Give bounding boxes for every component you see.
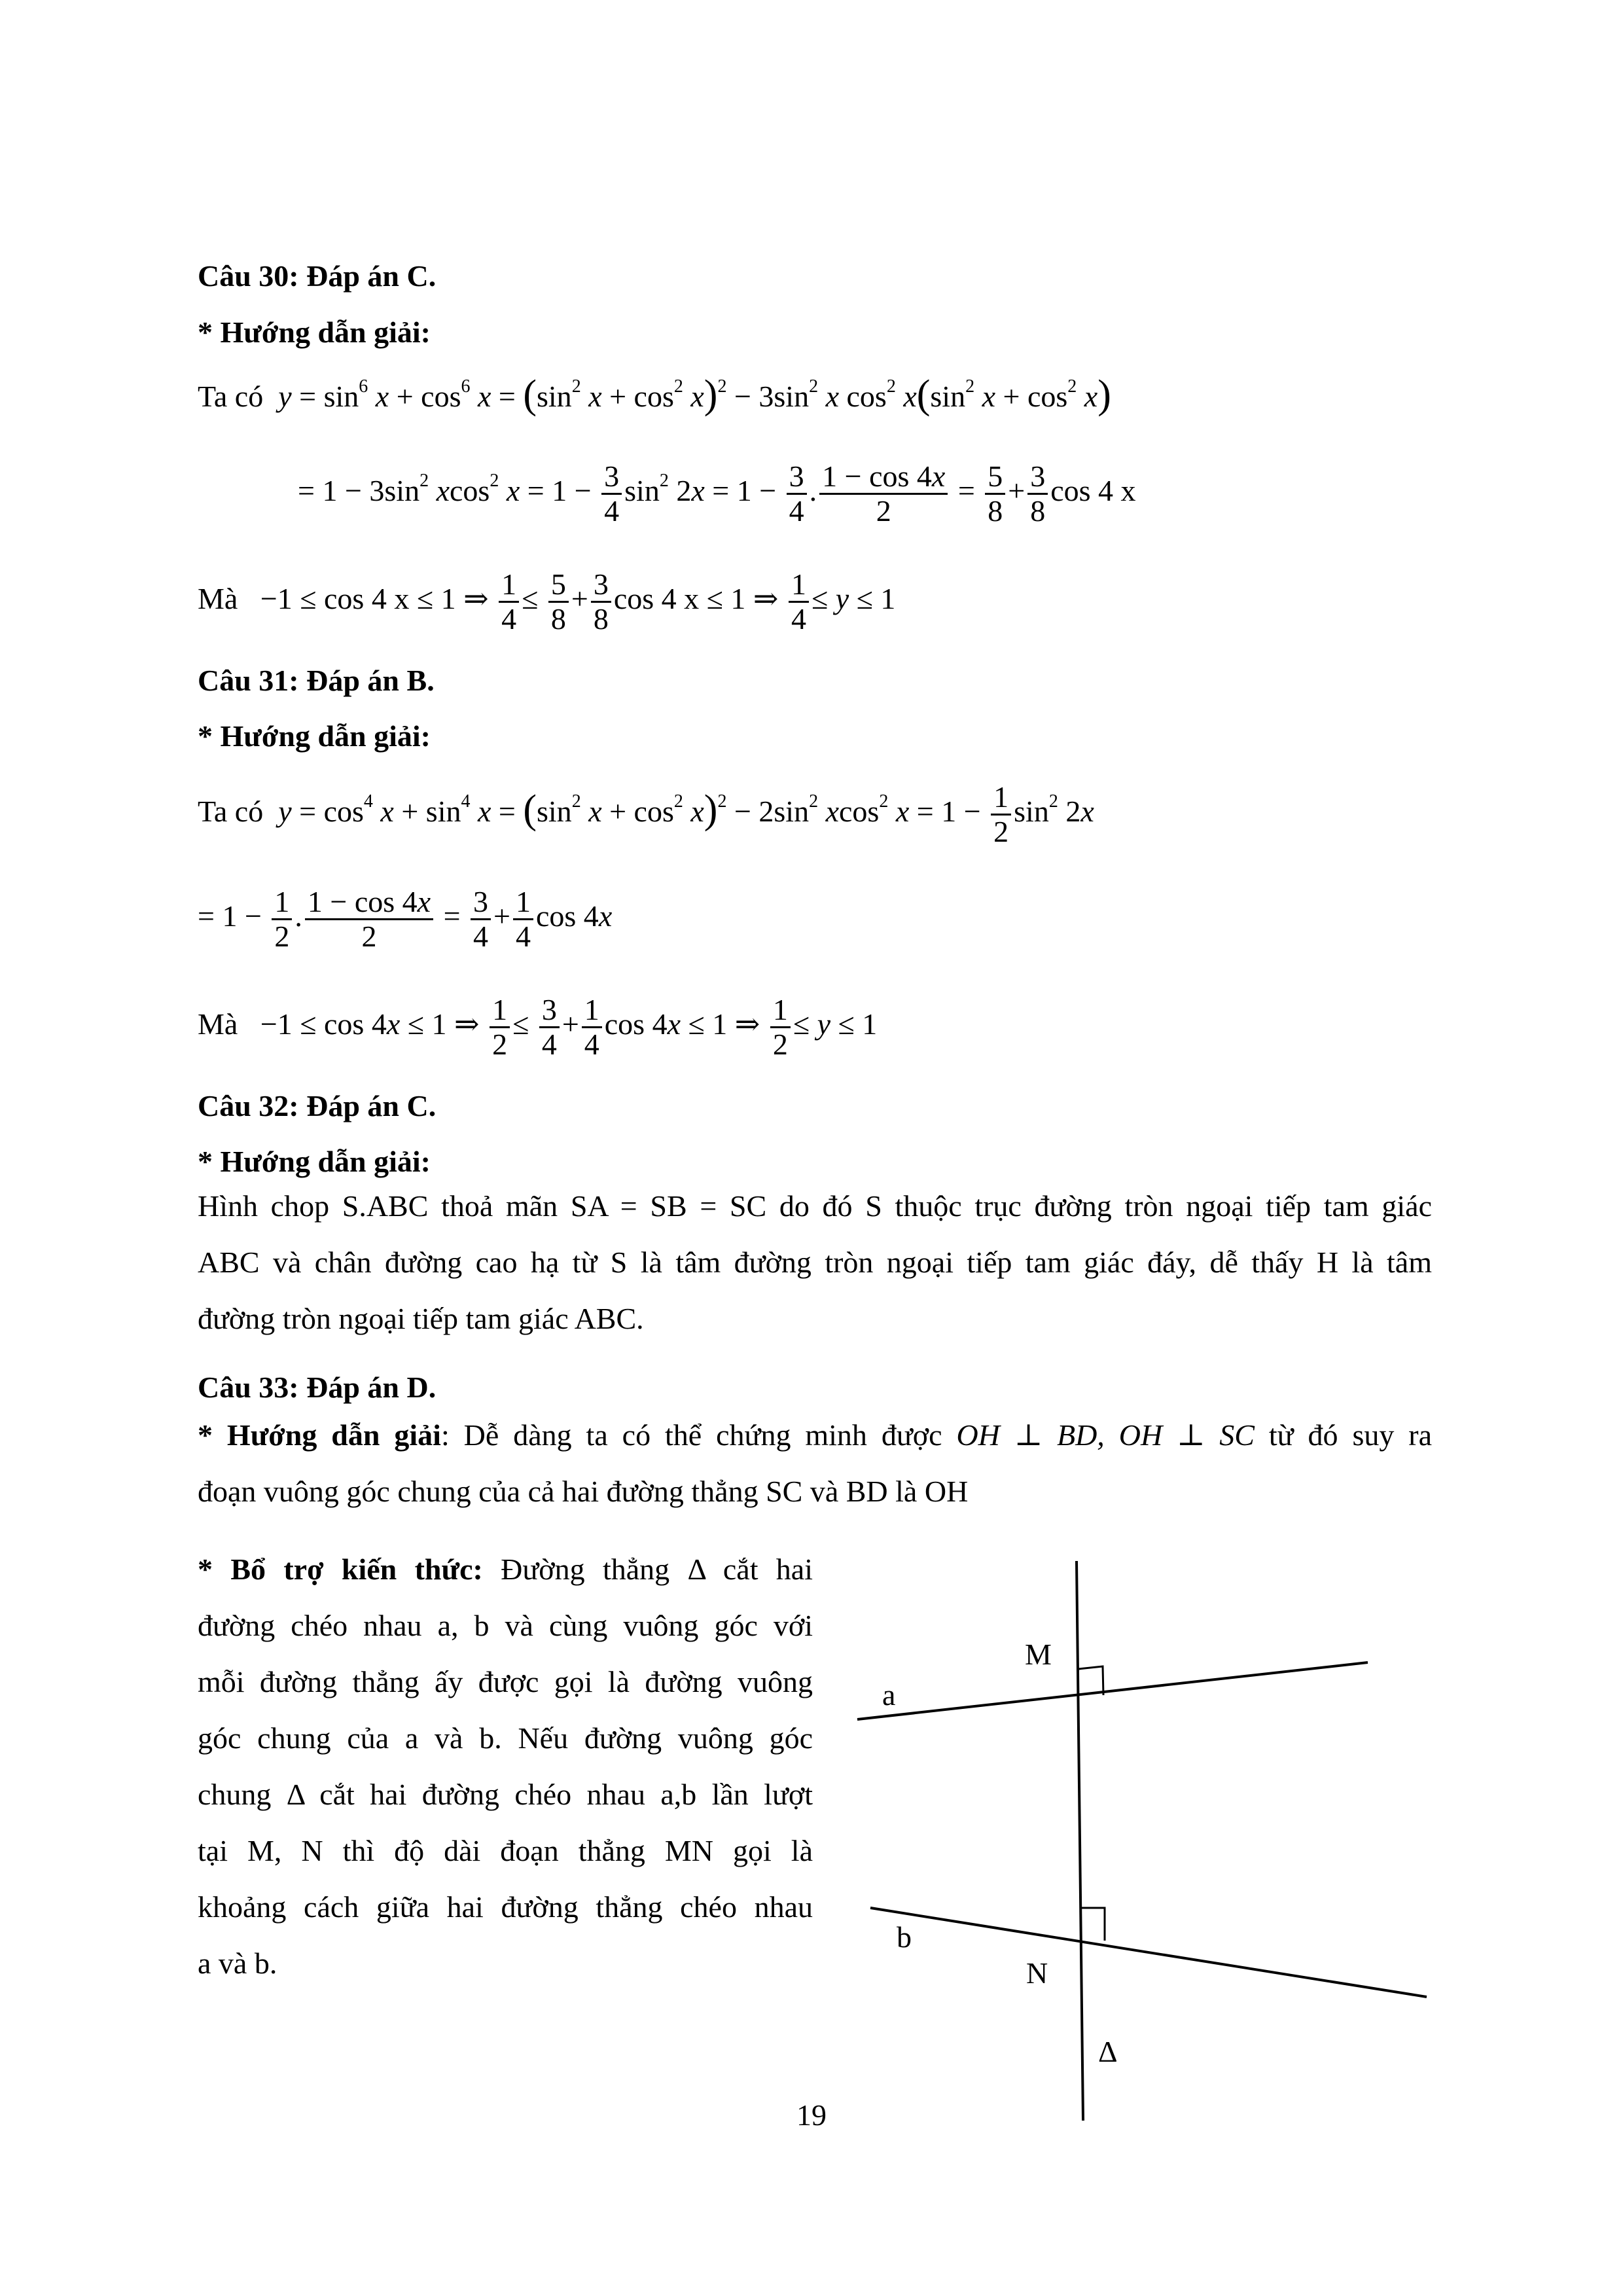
q33-support-line: khoảng cách giữa hai đường thẳng chéo nhau: [198, 1890, 813, 1924]
q32-line: ABC và chân đường cao hạ từ S là tâm đường tròn ngoại tiếp tam giác đáy, dễ thấy H là tâm: [198, 1246, 1432, 1279]
q31-eq2: = 1 − $\frac{1}{2}$ . $\frac{1 - \cos 4x}{2}$ = $\frac{3}{4}$ + $\frac{1}{4}$ cos 4x: [198, 884, 613, 953]
q33-support-line1: [198, 1541, 813, 1598]
q30-guide: * Hướng dẫn giải:: [198, 315, 431, 349]
q33-support-line: góc chung của a và b. Nếu đường vuông góc: [198, 1721, 813, 1755]
q33-guide-block: [198, 1407, 1432, 1520]
skew-lines-figure: [844, 1554, 1459, 2121]
label-b: b: [897, 1920, 912, 1954]
q33-support-line: mỗi đường thẳng ấy được gọi là đường vuông: [198, 1665, 813, 1698]
q33-guide-label: * Hướng dẫn giải: [198, 1418, 441, 1452]
label-a: a: [882, 1678, 896, 1712]
q30-eq3: Mà −1 ≤ cos 4 x ≤ 1 ⇒ $\frac{1}{4}$ ≤ $\frac{5}{8}$ + $\frac{3}{8}$ cos 4 x ≤ 1 ⇒ $\frac{1}{4}$ ≤ y ≤ 1: [198, 567, 896, 636]
q30-intro: Ta có: [198, 380, 264, 413]
q32-heading: Câu 32: Đáp án C.: [198, 1089, 437, 1122]
q33-heading: Câu 33: Đáp án D.: [198, 1371, 437, 1404]
q33-support-text: Đường thẳng Δ cắt hai: [501, 1552, 813, 1586]
q31-intro: Ta có: [198, 795, 264, 828]
q33-support-label: * Bổ trợ kiến thức:: [198, 1552, 483, 1586]
q33-guide-line2: đoạn vuông góc chung của cả hai đường thẳng SC và BD là OH: [198, 1475, 969, 1508]
q33-support-line: a và b.: [198, 1946, 277, 1980]
q32-body: [198, 1178, 1432, 1347]
label-delta: Δ: [1098, 2035, 1118, 2068]
q32-guide: * Hướng dẫn giải:: [198, 1145, 431, 1178]
page-number: 19: [796, 2098, 827, 2132]
q30-eq1: Ta có $y = \sin^6 x + \cos^6 x = (\sin^2$ $x + \cos^2 x)^2 - 3\sin^2$ x $\cos^2 x(\sin^2$ $x + \cos^2 x$): [198, 372, 1111, 417]
q33-guide-line1: [198, 1407, 1432, 1463]
q33-guide-tail: từ đó suy ra: [1268, 1418, 1433, 1452]
q33-math: OH ⊥ BD, OH ⊥ SC: [956, 1418, 1255, 1452]
q31-ma: Mà: [198, 1007, 238, 1041]
q32-line: đường tròn ngoại tiếp tam giác ABC.: [198, 1302, 644, 1335]
right-angle-N: [1080, 1908, 1105, 1941]
q33-guide-text: : Dễ dàng ta có thể chứng minh được: [440, 1418, 942, 1452]
q31-eq1: Ta có $y = \cos^4 x + \sin^4 x = (\sin^2$ $x + \cos^2 x)^2 - 2\sin^2$ xcos$^2$ x = 1 − $\frac{1}{2}$ $\sin^2 2x$: [198, 780, 1094, 848]
label-M: M: [1025, 1638, 1052, 1671]
q31-heading: Câu 31: Đáp án B.: [198, 664, 435, 697]
right-angle-M: [1079, 1666, 1103, 1695]
q33-support-line: đường chéo nhau a, b và cùng vuông góc với: [198, 1609, 813, 1642]
q31-eq3: Mà −1 ≤ cos 4x ≤ 1 ⇒ $\frac{1}{2}$ ≤ $\frac{3}{4}$ + $\frac{1}{4}$ cos 4x ≤ 1 ⇒ $\frac{1}{2}$ ≤ y ≤ 1: [198, 992, 878, 1061]
q31-guide: * Hướng dẫn giải:: [198, 719, 431, 753]
line-b: [870, 1908, 1427, 1997]
line-a: [857, 1662, 1368, 1719]
q30-ma: Mà: [198, 582, 238, 615]
delta-line: [1077, 1561, 1083, 2121]
q30-heading: Câu 30: Đáp án C.: [198, 259, 437, 293]
q32-line: Hình chop S.ABC thoả mãn SA = SB = SC do đó S thuộc trục đường tròn ngoại tiếp tam giác: [198, 1189, 1432, 1223]
q33-support: [198, 1541, 813, 1992]
q30-eq2: = $1 - 3\sin^2$ xcos$^2$ x = 1 − $\frac{3}{4}$ $\sin^2 2x = 1$ − $\frac{3}{4}$ . $\frac{1 - \cos 4x}{2}$ = $\frac{5}{8}$ + $\frac{3}{8}$ cos 4 x: [298, 459, 1136, 528]
q33-support-line: tại M, N thì độ dài đoạn thẳng MN gọi là: [198, 1834, 813, 1867]
label-N: N: [1026, 1956, 1048, 1990]
q33-support-line: chung Δ cắt hai đường chéo nhau a,b lần lượt: [198, 1778, 813, 1811]
